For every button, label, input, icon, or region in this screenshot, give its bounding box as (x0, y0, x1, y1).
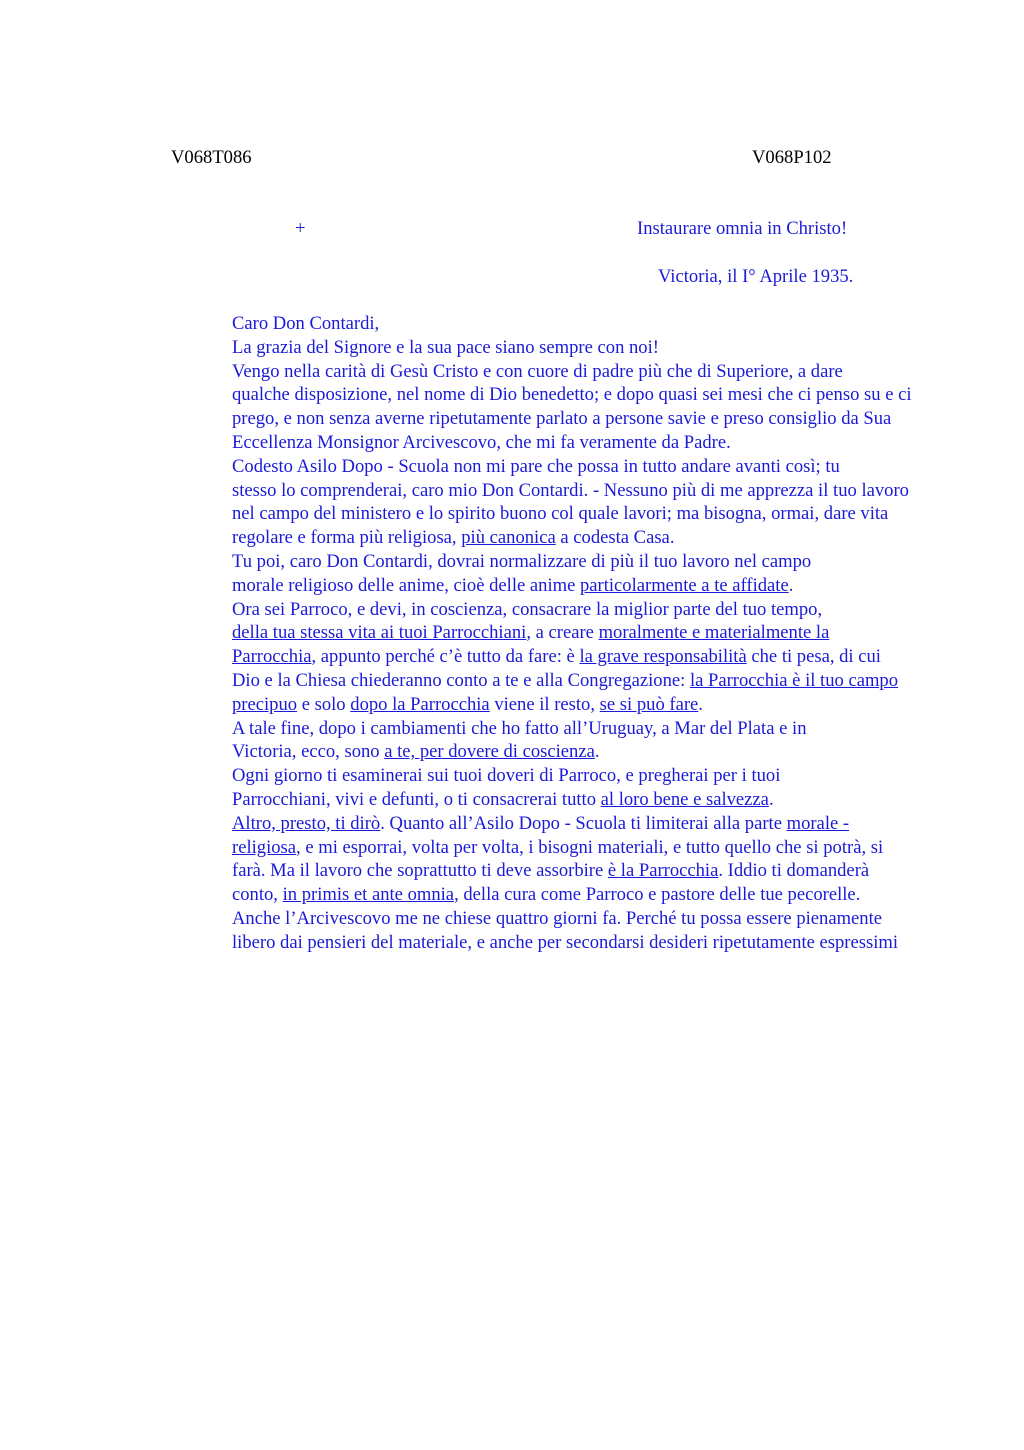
text-run: Vengo nella carità di Gesù Cristo e con cuore di padre più che di Superiore, a dare (232, 360, 843, 382)
text-run: Ora sei Parroco, e devi, in coscienza, consacrare la miglior parte del tuo tempo, (232, 598, 823, 620)
text-run: e solo (297, 693, 351, 715)
underlined-phrase: religiosa (232, 836, 297, 858)
text-run: Ogni giorno ti esaminerai sui tuoi doveri di Parroco, e pregherai per i tuoi (232, 765, 781, 787)
text-line (171, 645, 931, 669)
underlined-phrase: la Parrocchia è il tuo campo (689, 669, 899, 691)
underlined-phrase: Altro, presto, ti dirò (232, 812, 381, 834)
paragraph (171, 764, 931, 812)
text-line (171, 859, 931, 883)
text-line (171, 526, 931, 550)
document-reference-left: V068T086 (171, 147, 252, 168)
salutation (171, 312, 931, 336)
underlined-phrase: la grave responsabilità (579, 646, 747, 668)
paragraph (171, 360, 931, 455)
text-line (171, 574, 931, 598)
cross-symbol: + (295, 218, 306, 239)
underlined-phrase: più canonica (461, 527, 556, 549)
document-reference-right: V068P102 (752, 147, 832, 168)
text-line (171, 383, 931, 407)
underlined-phrase: a te, per dovere di coscienza (384, 741, 595, 763)
text-run: viene il resto, (489, 693, 600, 715)
text-line (171, 621, 931, 645)
text-run: Codesto Asilo Dopo - Scuola non mi pare che possa in tutto andare avanti così; tu (232, 455, 840, 477)
text-run: conto, (232, 884, 283, 906)
text-run: . (594, 741, 600, 763)
text-run: regolare e forma più religiosa, (232, 527, 462, 549)
text-run: Tu poi, caro Don Contardi, dovrai normalizzare di più il tuo lavoro nel campo (232, 550, 812, 572)
text-line (171, 740, 931, 764)
text-run: , e mi esporrai, volta per volta, i bisogni materiali, e tutto quello che si potrà, si (296, 836, 884, 858)
text-run: qualche disposizione, nel nome di Dio benedetto; e dopo quasi sei mesi che ci penso su e ci (232, 384, 912, 406)
text-run: morale religioso delle anime, cioè delle anime (232, 574, 580, 596)
text-line (171, 693, 931, 717)
paragraph (171, 455, 931, 550)
text-line (171, 883, 931, 907)
text-run: che ti pesa, di cui (746, 646, 881, 668)
underlined-phrase: della tua stessa vita ai tuoi Parrocchiani (232, 622, 527, 644)
text-line (171, 407, 931, 431)
underlined-phrase: particolarmente a te affidate (579, 574, 789, 596)
text-run: , a creare (526, 622, 599, 644)
text-run: prego, e non senza averne ripetutamente parlato a persone savie e preso consiglio da Sua (232, 408, 892, 430)
paragraph (171, 812, 931, 955)
underlined-phrase: morale - (786, 812, 850, 834)
underlined-phrase: al loro bene e salvezza (600, 788, 769, 810)
text-line (171, 669, 931, 693)
text-run: libero dai pensieri del materiale, e anche per secondarsi desideri ripetutamente espressimi (232, 931, 899, 953)
paragraph (171, 550, 931, 598)
text-run: La grazia del Signore e la sua pace siano sempre con noi! (232, 336, 659, 358)
text-run: A tale fine, dopo i cambiamenti che ho fatto all’Uruguay, a Mar del Plata e in (232, 717, 807, 739)
text-line (171, 502, 931, 526)
dateline: Victoria, il I° Aprile 1935. (658, 266, 854, 287)
motto: Instaurare omnia in Christo! (637, 218, 848, 239)
text-run: . Iddio ti domanderà (718, 860, 870, 882)
text-line (171, 931, 931, 955)
greeting (171, 336, 931, 360)
text-run: Victoria, ecco, sono (232, 741, 385, 763)
text-run: . (698, 693, 703, 715)
text-run: a codesta Casa. (555, 527, 675, 549)
text-run: Eccellenza Monsignor Arcivescovo, che mi fa veramente da Padre. (232, 431, 731, 453)
underlined-phrase: moralmente e materialmente la (598, 622, 830, 644)
underlined-phrase: se si può fare (599, 693, 699, 715)
text-line (171, 907, 931, 931)
text-run: , della cura come Parroco e pastore delle tue pecorelle. (454, 884, 861, 906)
text-line (171, 431, 931, 455)
text-line (171, 836, 931, 860)
text-run: nel campo del ministero e lo spirito buono col quale lavori; ma bisogna, ormai, dare vita (232, 503, 889, 525)
text-run: . Quanto all’Asilo Dopo - Scuola ti limiterai alla parte (380, 812, 787, 834)
text-line (171, 788, 931, 812)
text-run: Caro Don Contardi, (232, 313, 380, 334)
underlined-phrase: è la Parrocchia (607, 860, 719, 882)
text-run: . (788, 574, 794, 596)
paragraph (171, 598, 931, 717)
text-run: . (768, 788, 774, 810)
paragraph (171, 717, 931, 765)
underlined-phrase: Parrocchia (232, 646, 312, 668)
text-run: Parrocchiani, vivi e defunti, o ti consacrerai tutto (232, 788, 601, 810)
underlined-phrase: in primis et ante omnia (282, 884, 455, 906)
text-line (171, 479, 931, 503)
text-run: farà. Ma il lavoro che soprattutto ti deve assorbire (232, 860, 608, 882)
underlined-phrase: dopo la Parrocchia (350, 693, 490, 715)
text-run: stesso lo comprenderai, caro mio Don Contardi. - Nessuno più di me apprezza il tuo lavoro (232, 479, 909, 501)
text-run: Anche l’Arcivescovo me ne chiese quattro giorni fa. Perché tu possa essere pienamente (232, 907, 883, 929)
text-run: , appunto perché c’è tutto da fare: è (311, 646, 580, 668)
underlined-phrase: precipuo (232, 693, 298, 715)
text-run: Dio e la Chiesa chiederanno conto a te e alla Congregazione: (232, 669, 690, 691)
letter-body (171, 312, 931, 955)
